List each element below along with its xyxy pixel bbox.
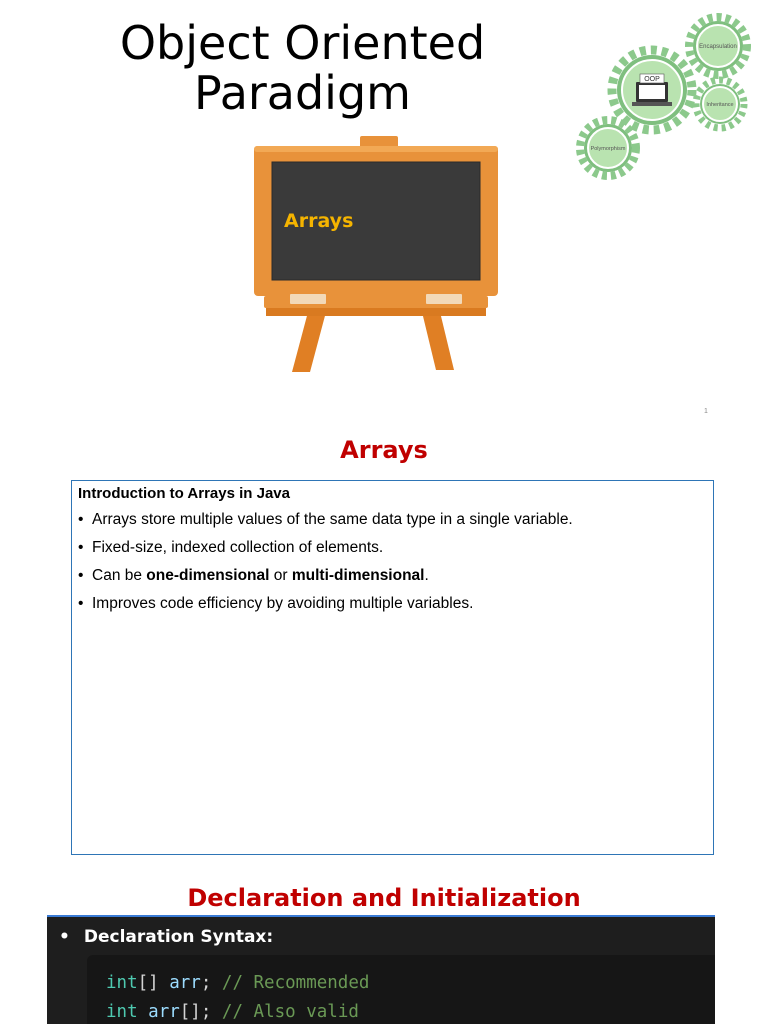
gear-label-center: OOP — [644, 76, 660, 83]
bullet-item-dimensions — [78, 566, 707, 585]
chalkboard-illustration — [250, 132, 504, 377]
bullet-text: . — [424, 567, 429, 584]
bullet-item: • Fixed-size, indexed collection of elements. — [78, 538, 707, 557]
code-line — [106, 1002, 359, 1022]
slide-title — [60, 18, 545, 118]
bullet-text: or — [269, 567, 292, 584]
code-keyword: int — [106, 973, 138, 993]
bullet-dot-icon: • — [59, 927, 70, 947]
page-number: 1 — [704, 408, 708, 415]
code-variable: arr — [169, 973, 201, 993]
bullet-bold-multi-dimensional: multi-dimensional — [291, 567, 425, 584]
code-keyword: int — [106, 1002, 138, 1022]
title-line-2: Paradigm — [194, 66, 411, 120]
declaration-heading: Declaration and Initialization — [187, 884, 581, 912]
bullet-item: • Arrays store multiple values of the same data type in a single variable. — [78, 510, 707, 529]
intro-box-heading: Introduction to Arrays in Java — [78, 485, 290, 502]
bullet-bold-one-dimensional: one-dimensional — [146, 567, 270, 584]
syntax-label — [59, 927, 273, 947]
intro-content-box — [71, 480, 714, 855]
bullet-text: Can be — [92, 567, 147, 584]
code-punct: []; — [179, 1002, 222, 1022]
gear-label-left: Polymorphism — [590, 146, 626, 152]
code-punct: [] — [137, 973, 170, 993]
title-line-1: Object Oriented — [119, 16, 486, 70]
oop-gears-illustration — [572, 12, 752, 184]
gear-polymorphism-icon — [580, 120, 636, 176]
code-comment: // Recommended — [221, 973, 370, 993]
gear-inheritance-icon — [696, 80, 744, 128]
gear-label-top: Encapsulation — [699, 44, 737, 50]
gear-encapsulation-icon — [689, 17, 747, 75]
code-punct: ; — [200, 973, 222, 993]
arrays-heading: Arrays — [340, 436, 428, 464]
gear-label-right: Inheritance — [706, 102, 734, 108]
declaration-code-panel — [47, 915, 715, 1024]
code-comment: // Also valid — [221, 1002, 359, 1022]
syntax-label-text: Declaration Syntax: — [83, 927, 274, 947]
code-line — [106, 973, 369, 993]
intro-bullet-list — [78, 510, 707, 613]
board-label: Arrays — [284, 210, 354, 232]
code-punct — [138, 1002, 149, 1022]
code-variable: arr — [148, 1002, 180, 1022]
gear-oop-icon — [612, 50, 692, 130]
bullet-item: • Improves code efficiency by avoiding multiple variables. — [78, 594, 707, 613]
